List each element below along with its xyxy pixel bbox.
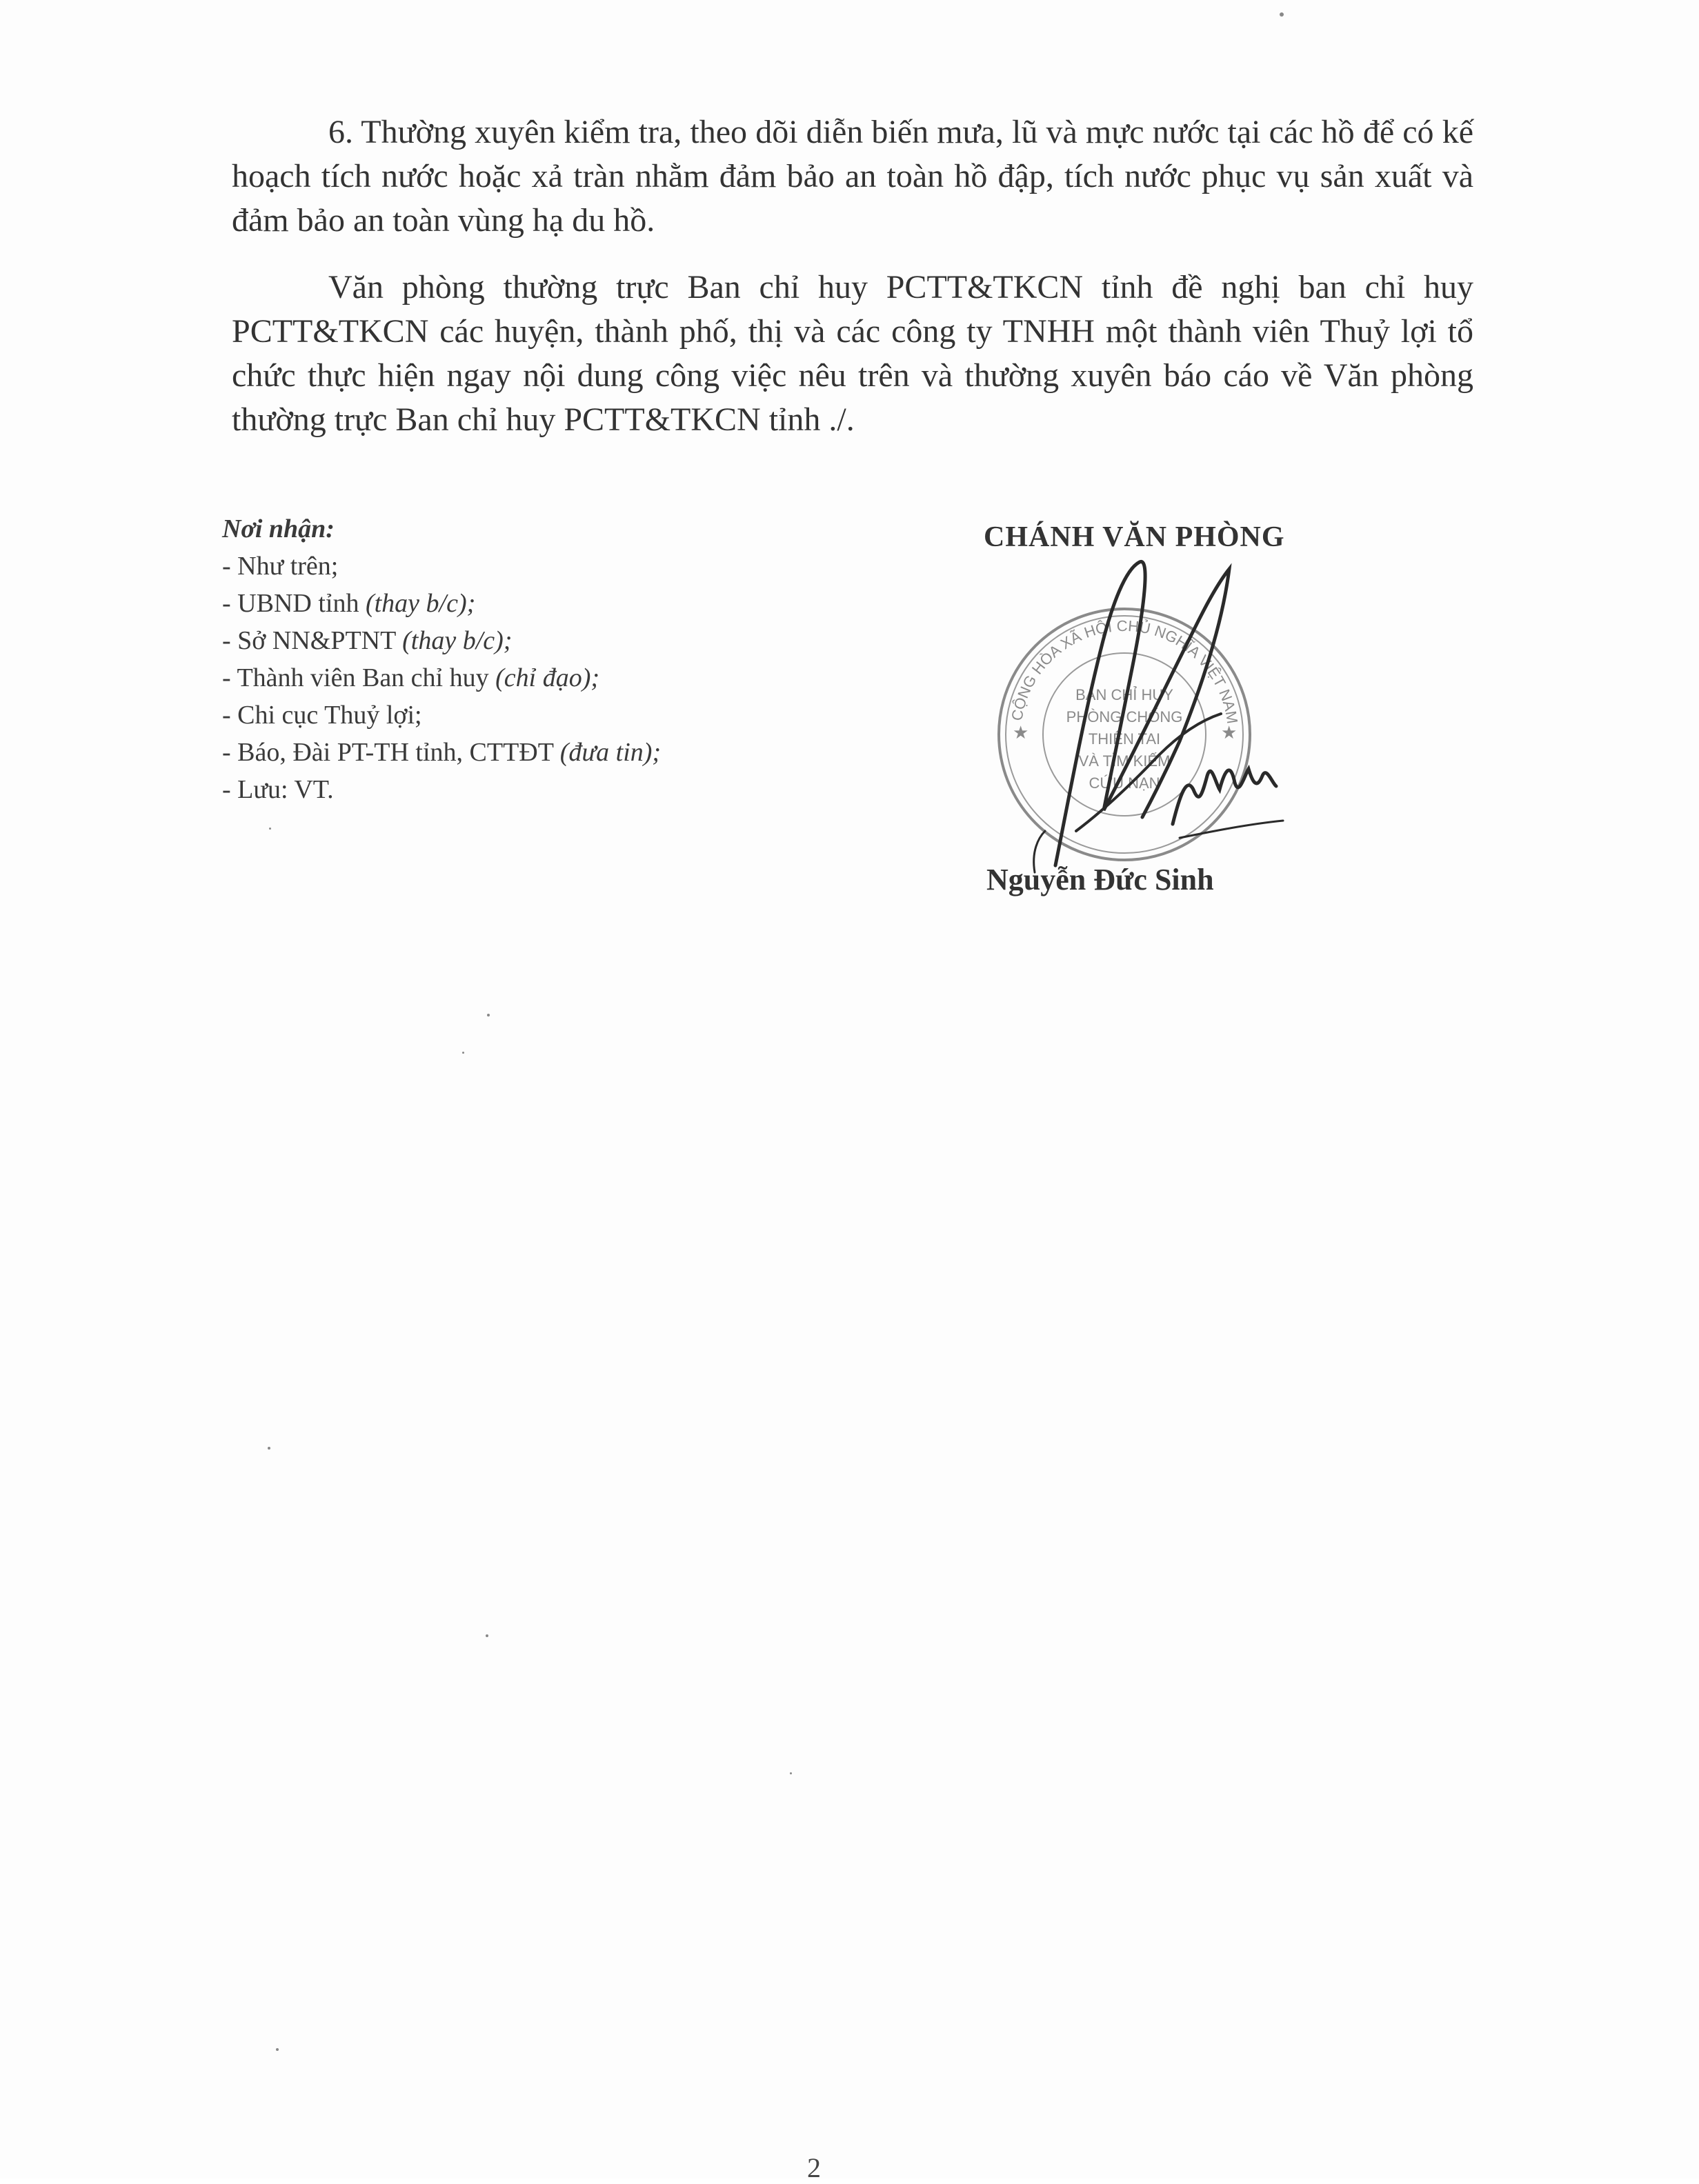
seal-outer-text: CỘNG HÒA XÃ HỘI CHỦ NGHĨA VIỆT NAM xyxy=(1008,617,1242,725)
recipient-item xyxy=(222,548,843,585)
scan-speck xyxy=(487,1014,490,1016)
recipient-item xyxy=(222,771,843,808)
recipient-note: (đưa tin); xyxy=(559,738,662,767)
closing-paragraph-text: Văn phòng thường trực Ban chỉ huy PCTT&TKCN tỉnh đề nghị ban chỉ huy PCTT&TKCN các huyện, thành phố, thị và các công ty TNHH một thành viên Thuỷ lợi tổ chức thực hiện ngay nội dung công việc nêu trên và thường xuyên báo cáo về Văn phòng thường trực Ban chỉ huy PCTT&TKCN tỉnh ./. xyxy=(232,269,1473,438)
scan-speck xyxy=(790,1772,792,1774)
handwritten-signature-icon xyxy=(952,548,1338,907)
recipient-text: - Chi cục Thuỷ lợi; xyxy=(222,701,422,730)
recipient-item xyxy=(222,585,843,622)
seal-inner-line: VÀ TÌM KIẾM xyxy=(1078,752,1171,770)
scan-speck xyxy=(486,1634,488,1637)
recipient-item xyxy=(222,697,843,734)
recipient-text: - UBND tỉnh xyxy=(222,589,366,618)
recipient-text: - Thành viên Ban chỉ huy xyxy=(222,663,496,692)
body-paragraph-closing xyxy=(232,266,1473,442)
seal-inner-line: THIÊN TAI xyxy=(1088,730,1161,748)
recipient-text: - Lưu: VT. xyxy=(222,775,334,804)
seal-inner-line: BAN CHỈ HUY xyxy=(1075,686,1173,703)
recipient-text: - Như trên; xyxy=(222,552,339,581)
recipient-text: - Báo, Đài PT-TH tỉnh, CTTĐT xyxy=(222,738,560,767)
seal-star-left: ★ xyxy=(1013,723,1029,743)
recipient-note: (thay b/c); xyxy=(365,589,476,618)
seal-star-right: ★ xyxy=(1221,723,1238,743)
page-number: 2 xyxy=(807,2152,821,2183)
scan-speck xyxy=(268,1447,270,1450)
body-paragraph-6 xyxy=(232,110,1473,243)
recipient-note: (thay b/c); xyxy=(402,626,513,655)
signer-title: CHÁNH VĂN PHÒNG xyxy=(984,521,1285,553)
recipients-heading: Nơi nhận: xyxy=(222,514,335,543)
signature-block xyxy=(952,521,1338,934)
recipients-block xyxy=(222,510,843,808)
scan-speck xyxy=(269,828,271,830)
signer-name: Nguyễn Đức Sinh xyxy=(986,863,1214,896)
scan-speck xyxy=(1280,12,1284,17)
seal-inner-line: CỨU NẠN xyxy=(1089,774,1160,792)
recipient-item xyxy=(222,659,843,697)
recipients-list xyxy=(222,548,843,808)
recipient-text: - Sở NN&PTNT xyxy=(222,626,403,655)
seal-inner-line: PHÒNG CHỐNG xyxy=(1066,708,1183,725)
recipient-item xyxy=(222,734,843,771)
scan-speck xyxy=(276,2048,279,2051)
paragraph-6-text: 6. Thường xuyên kiểm tra, theo dõi diễn biến mưa, lũ và mực nước tại các hồ để có kế hoạch tích nước hoặc xả tràn nhằm đảm bảo an toàn hồ đập, tích nước phục vụ sản xuất và đảm bảo an toàn vùng hạ du hồ. xyxy=(232,114,1473,239)
recipient-note: (chỉ đạo); xyxy=(495,663,599,692)
recipient-item xyxy=(222,622,843,659)
scan-speck xyxy=(462,1052,464,1054)
